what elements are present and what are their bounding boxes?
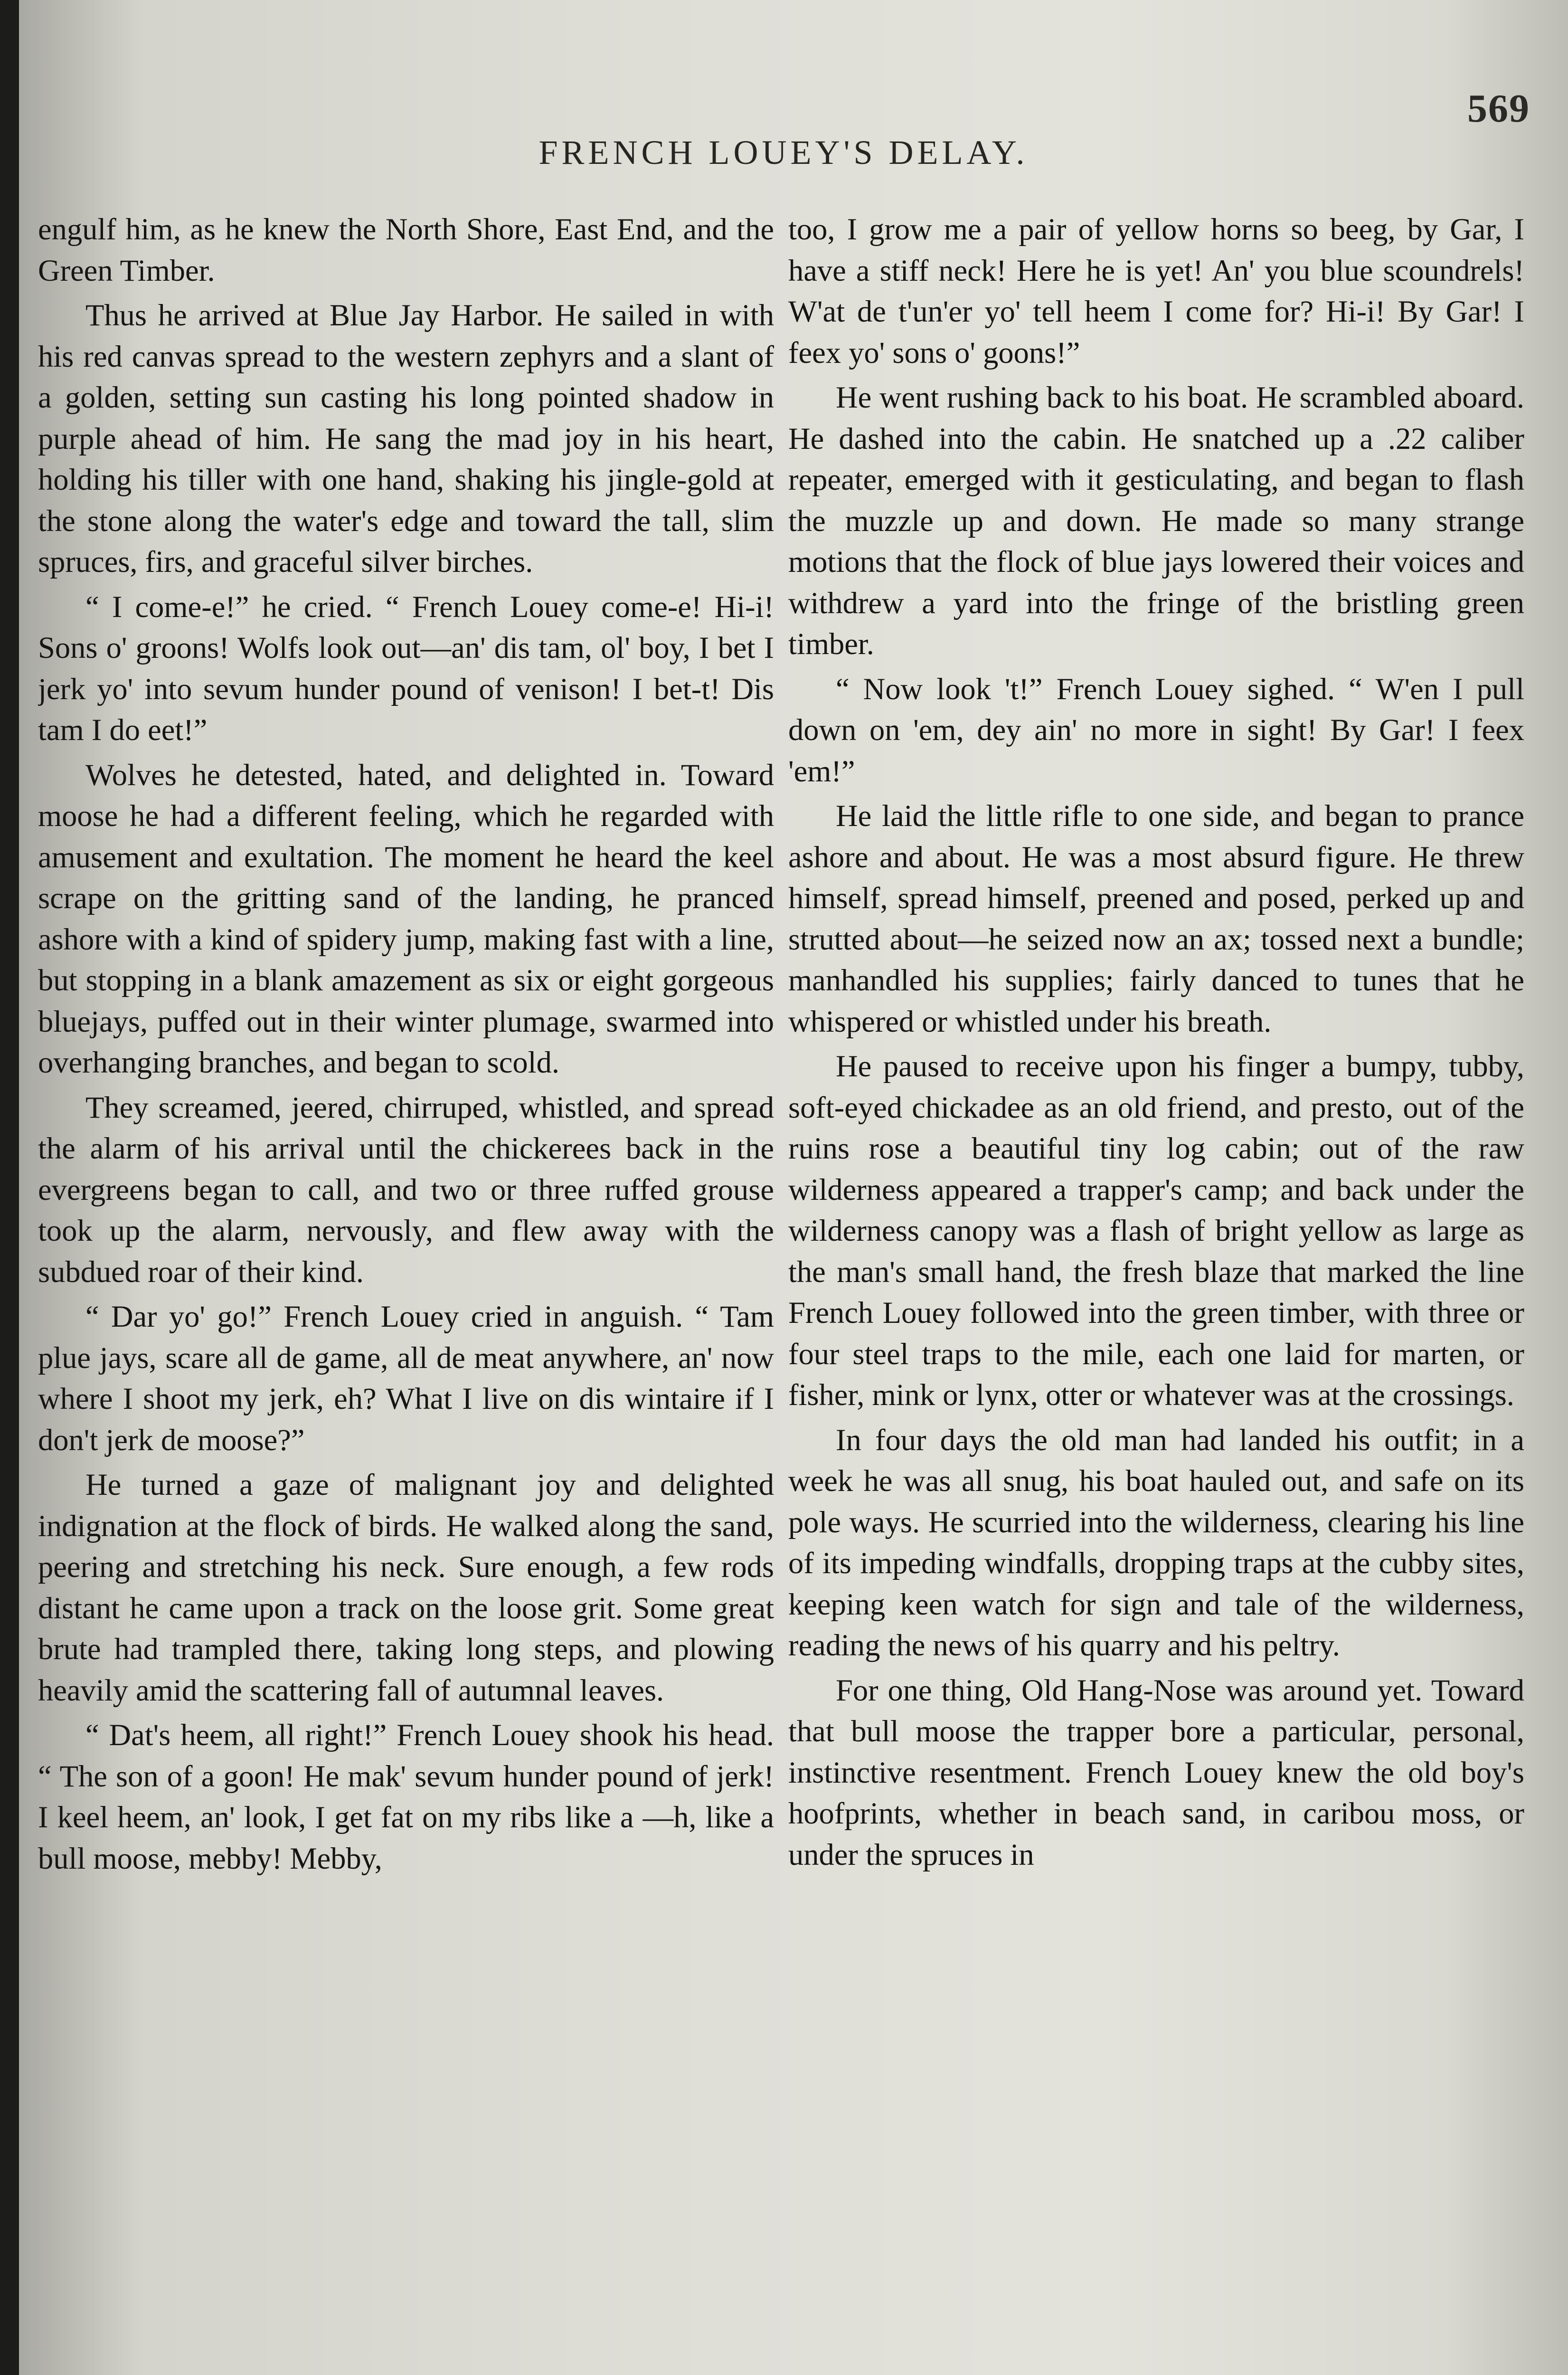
paragraph: “ I come-e!” he cried. “ French Louey come-e! Hi-i! Sons o' groons! Wolfs look out—an' dis tam, ol' boy, I bet I jerk yo' into sevum hunder pound of venison! I bet-t! Dis tam I do eet!”: [38, 589, 774, 747]
right-column: [788, 209, 1524, 2370]
paragraph: Thus he arrived at Blue Jay Harbor. He sailed in with his red canvas spread to the western zephyrs and a slant of a golden, setting sun casting his long pointed shadow in purple ahead of him. He sang the mad joy in his heart, holding his tiller with one hand, shaking his jingle-gold at the stone along the water's edge and toward the tall, slim spruces, firs, and graceful silver birches.: [38, 298, 774, 579]
left-column: [38, 209, 774, 2370]
paragraph: In four days the old man had landed his outfit; in a week he was all snug, his boat hauled out, and safe on its pole ways. He scurried into the wilderness, clearing his line of its impeding windfalls, dropping traps at the cubby sites, keeping keen watch for sign and tale of the wilderness, reading the news of his quarry and his peltry.: [788, 1423, 1524, 1662]
magazine-page: [19, 0, 1568, 2375]
paragraph: Wolves he detested, hated, and delighted in. Toward moose he had a different feeling, which he regarded with amusement and exultation. The moment he heard the keel scrape on the gritting sand of the landing, he pranced ashore with a kind of spidery jump, making fast with a line, but stopping in a blank amazement as six or eight gorgeous bluejays, puffed out in their winter plumage, swarmed into overhanging branches, and began to scold.: [38, 758, 774, 1079]
running-title: FRENCH LOUEY'S DELAY.: [538, 133, 1029, 171]
paragraph: too, I grow me a pair of yellow horns so beeg, by Gar, I have a stiff neck! Here he is yet! An' you blue scoundrels! W'at de t'un'er yo' tell heem I come for? Hi-i! By Gar! I feex yo' sons o' goons!”: [788, 212, 1524, 370]
page-number: 569: [1467, 86, 1530, 131]
paragraph: engulf him, as he knew the North Shore, East End, and the Green Timber.: [38, 212, 774, 287]
paragraph: He turned a gaze of malignant joy and delighted indignation at the flock of birds. He walked along the sand, peering and stretching his neck. Sure enough, a few rods distant he came upon a track on the loose grit. Some great brute had trampled there, taking long steps, and plowing heavily amid the scattering fall of autumnal leaves.: [38, 1468, 774, 1707]
paragraph: For one thing, Old Hang-Nose was around yet. Toward that bull moose the trapper bore a particular, personal, instinctive resentment. French Louey knew the old boy's hoofprints, whether in beach sand, in caribou moss, or under the spruces in: [788, 1673, 1524, 1872]
paragraph: “ Dar yo' go!” French Louey cried in anguish. “ Tam plue jays, scare all de game, all de meat anywhere, an' now where I shoot my jerk, eh? What I live on dis wintaire if I don't jerk de moose?”: [38, 1300, 774, 1457]
paragraph: He went rushing back to his boat. He scrambled aboard. He dashed into the cabin. He snatched up a .22 caliber repeater, emerged with it gesticulating, and began to flash the muzzle up and down. He made so many strange motions that the flock of blue jays lowered their voices and withdrew a yard into the fringe of the bristling green timber.: [788, 380, 1524, 661]
paragraph: “ Dat's heem, all right!” French Louey shook his head. “ The son of a goon! He mak' sevum hunder pound of jerk! I keel heem, an' look, I get fat on my ribs like a —h, like a bull moose, mebby! Mebby,: [38, 1718, 774, 1875]
paragraph: “ Now look 't!” French Louey sighed. “ W'en I pull down on 'em, dey ain' no more in sight! By Gar! I feex 'em!”: [788, 672, 1524, 788]
paragraph: He laid the little rifle to one side, and began to prance ashore and about. He was a most absurd figure. He threw himself, spread himself, preened and posed, perked up and strutted about—he seized now an ax; tossed next a bundle; manhandled his supplies; fairly danced to tunes that he whispered or whistled under his breath.: [788, 799, 1524, 1038]
paragraph: He paused to receive upon his finger a bumpy, tubby, soft-eyed chickadee as an old friend, and presto, out of the ruins rose a beautiful tiny log cabin; out of the raw wilderness appeared a trapper's camp; and back under the wilderness canopy was a flash of bright yellow as large as the man's small hand, the fresh blaze that marked the line French Louey followed into the green timber, with three or four steel traps to the mile, each one laid for marten, or fisher, mink or lynx, otter or whatever was at the crossings.: [788, 1049, 1524, 1412]
paragraph: They screamed, jeered, chirruped, whistled, and spread the alarm of his arrival until the chickerees back in the evergreens began to call, and two or three ruffed grouse took up the alarm, nervously, and flew away with the subdued roar of their kind.: [38, 1090, 774, 1289]
